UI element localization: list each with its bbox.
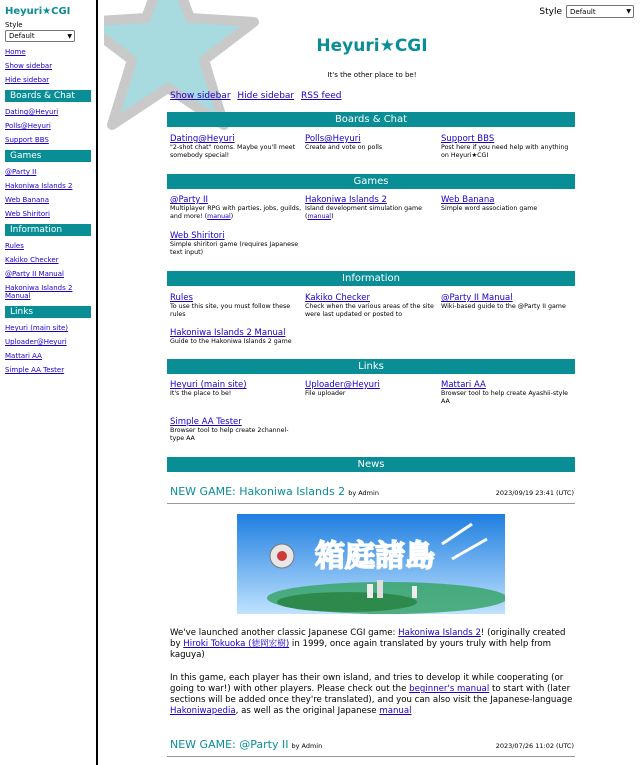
rss-feed-link[interactable]: RSS feed (301, 91, 342, 101)
banner-title-text: 箱庭諸島 (315, 539, 435, 574)
news-post-header (170, 485, 574, 498)
sidebar-item-rules[interactable]: Rules (5, 242, 24, 250)
sidebar-heading-boards: Boards & Chat (5, 90, 91, 102)
info-item-hakoniwa-manual-title[interactable]: Hakoniwa Islands 2 Manual (170, 328, 286, 338)
news-divider-2 (167, 756, 575, 757)
info-item-hakoniwa-manual (170, 328, 320, 346)
info-item-party-manual-desc: Wiki-based guide to the @Party II game (441, 303, 566, 310)
game-item-web-banana (441, 195, 573, 213)
sidebar-item-support-bbs[interactable]: Support BBS (5, 136, 49, 144)
hiroki-tokuoka-link[interactable]: Hiroki Tokuoka (徳岡宏樹) (183, 639, 290, 649)
game-item-party-ii-title[interactable]: @Party II (170, 195, 209, 205)
link-item-aa-tester-desc: Browser tool to help create 2channel-type AA (170, 427, 289, 442)
game-item-web-shiritori-title[interactable]: Web Shiritori (170, 231, 225, 241)
link-item-uploader-desc: File uploader (305, 390, 346, 397)
japanese-manual-link[interactable]: manual (379, 706, 412, 716)
game-item-web-shiritori (170, 231, 302, 257)
board-item-dating-title[interactable]: Dating@Heyuri (170, 134, 235, 144)
news-divider (167, 503, 575, 504)
sidebar-item-party-ii-manual[interactable]: @Party II Manual (5, 270, 64, 278)
sidebar-item-polls[interactable]: Polls@Heyuri (5, 122, 51, 130)
hakoniwapedia-link[interactable]: Hakoniwapedia (170, 706, 236, 716)
board-item-support (441, 134, 573, 160)
section-heading-boards: Boards & Chat (167, 112, 575, 127)
sidebar-show-sidebar-link[interactable]: Show sidebar (5, 62, 53, 70)
link-item-heyuri-title[interactable]: Heyuri (main site) (170, 380, 247, 390)
game-item-party-ii (170, 195, 302, 221)
site-tagline: It's the other place to be! (327, 71, 417, 79)
link-item-heyuri-desc: It's the place to be! (170, 390, 232, 397)
sidebar-item-heyuri-main[interactable]: Heyuri (main site) (5, 324, 69, 332)
news-post-paragraph-2: In this game, each player has their own island, and tries to develop it while cooperating (or going to war!) with other players. Please check out the beginner's manual to start with (later sections will be added once they're translated), and you can also visit the Japanese-language Hakoniwapedia, as well as the original Japanese manual (170, 673, 573, 716)
sidebar-item-hakoniwa[interactable]: Hakoniwa Islands 2 (5, 182, 73, 190)
hide-sidebar-link[interactable]: Hide sidebar (237, 91, 295, 101)
section-heading-news: News (167, 457, 575, 472)
news-post-author: by Admin (348, 489, 379, 497)
board-item-polls-desc: Create and vote on polls (305, 144, 383, 151)
info-item-party-manual-title[interactable]: @Party II Manual (441, 293, 513, 303)
link-item-heyuri (170, 380, 302, 398)
sidebar-item-simple-aa-tester[interactable]: Simple AA Tester (5, 366, 65, 374)
news-post-header-2 (170, 738, 574, 751)
board-item-polls (305, 134, 437, 152)
top-style-select[interactable] (566, 5, 634, 18)
sidebar-item-kakiko-checker[interactable]: Kakiko Checker (5, 256, 59, 264)
news-post-date-2: 2023/07/26 11:02 (UTC) (495, 742, 574, 750)
top-style-label: Style (539, 6, 562, 17)
game-item-hakoniwa (305, 195, 437, 221)
sidebar-item-party-ii[interactable]: @Party II (5, 168, 37, 176)
top-style-value: Default (570, 7, 596, 16)
info-item-kakiko (305, 293, 437, 319)
show-sidebar-link[interactable]: Show sidebar (170, 91, 231, 101)
top-style-control (539, 5, 634, 18)
game-item-web-shiritori-desc: Simple shiritori game (requires Japanese text input) (170, 241, 299, 256)
sidebar-item-hakoniwa-manual[interactable]: Hakoniwa Islands 2 Manual (5, 284, 73, 300)
game-item-party-ii-desc: Multiplayer RPG with parties, jobs, guilds, and more! (manual) (170, 205, 302, 220)
sidebar-heading-information: Information (5, 224, 91, 236)
link-item-aa-tester (170, 417, 302, 443)
link-item-mattari-title[interactable]: Mattari AA (441, 380, 486, 390)
chevron-down-icon: ▼ (626, 8, 631, 15)
hakoniwa-islands-2-link[interactable]: Hakoniwa Islands 2 (398, 628, 481, 638)
sidebar-item-web-banana[interactable]: Web Banana (5, 196, 50, 204)
news-post-author-2: by Admin (291, 742, 323, 750)
sidebar-heading-games: Games (5, 150, 91, 162)
news-post-paragraph-1: We've launched another classic Japanese CGI game: Hakoniwa Islands 2! (originally created by Hiroki Tokuoka (徳岡宏樹) in 1999, once again translated by yours truly with help from kaguya) (170, 628, 566, 660)
sidebar-item-web-shiritori[interactable]: Web Shiritori (5, 210, 50, 218)
board-item-dating-desc: "2-shot chat" rooms. Maybe you'll meet somebody special! (170, 144, 296, 159)
info-item-kakiko-title[interactable]: Kakiko Checker (305, 293, 371, 303)
sidebar-style-value: Default (9, 32, 35, 40)
info-item-kakiko-desc: Check when the various areas of the site were last updated or posted to (305, 303, 434, 318)
section-heading-links: Links (167, 359, 575, 374)
hakoniwa-manual-link[interactable]: manual (307, 213, 332, 220)
info-item-rules-desc: To use this site, you must follow these rules (170, 303, 291, 318)
board-item-support-title[interactable]: Support BBS (441, 134, 495, 144)
beginners-manual-link[interactable]: beginner's manual (409, 684, 490, 694)
board-item-dating (170, 134, 302, 160)
news-post-date: 2023/09/19 23:41 (UTC) (495, 489, 574, 497)
info-item-rules-title[interactable]: Rules (170, 293, 193, 303)
info-item-party-manual (441, 293, 573, 311)
game-item-web-banana-desc: Simple word association game (441, 205, 538, 212)
header-links (170, 91, 346, 101)
chevron-down-icon: ▼ (67, 32, 72, 40)
hakoniwa-banner-image (237, 514, 505, 614)
site-title: Heyuri★CGI (316, 36, 428, 56)
link-item-mattari (441, 380, 573, 406)
sidebar-hide-sidebar-link[interactable]: Hide sidebar (5, 76, 50, 84)
sidebar-item-dating[interactable]: Dating@Heyuri (5, 108, 59, 116)
game-item-web-banana-title[interactable]: Web Banana (441, 195, 495, 205)
sidebar-heading-links: Links (5, 306, 91, 318)
link-item-uploader-title[interactable]: Uploader@Heyuri (305, 380, 380, 390)
sidebar-home-link[interactable]: Home (5, 48, 26, 56)
section-heading-information: Information (167, 271, 575, 286)
party-ii-manual-link[interactable]: manual (207, 213, 231, 220)
link-item-aa-tester-title[interactable]: Simple AA Tester (170, 417, 242, 427)
game-item-hakoniwa-title[interactable]: Hakoniwa Islands 2 (305, 195, 387, 205)
news-post-title[interactable]: NEW GAME: Hakoniwa Islands 2 (170, 485, 346, 498)
sidebar (0, 0, 98, 765)
sidebar-style-select[interactable] (5, 30, 75, 42)
news-post-title-2[interactable]: NEW GAME: @Party II (170, 738, 289, 751)
link-item-mattari-desc: Browser tool to help create Ayashii-style AA (441, 390, 568, 405)
section-heading-games: Games (167, 174, 575, 189)
board-item-support-desc: Post here if you need help with anything on Heyuri★CGI (441, 144, 569, 159)
sidebar-item-uploader[interactable]: Uploader@Heyuri (5, 338, 67, 346)
game-item-hakoniwa-desc: Island development simulation game (manual) (305, 205, 422, 220)
sidebar-item-mattari-aa[interactable]: Mattari AA (5, 352, 42, 360)
board-item-polls-title[interactable]: Polls@Heyuri (305, 134, 361, 144)
sidebar-title: Heyuri★CGI (5, 6, 71, 17)
link-item-uploader (305, 380, 437, 398)
sidebar-style-label: Style (5, 21, 23, 29)
info-item-hakoniwa-manual-desc: Guide to the Hakoniwa Islands 2 game (170, 338, 292, 345)
info-item-rules (170, 293, 302, 319)
